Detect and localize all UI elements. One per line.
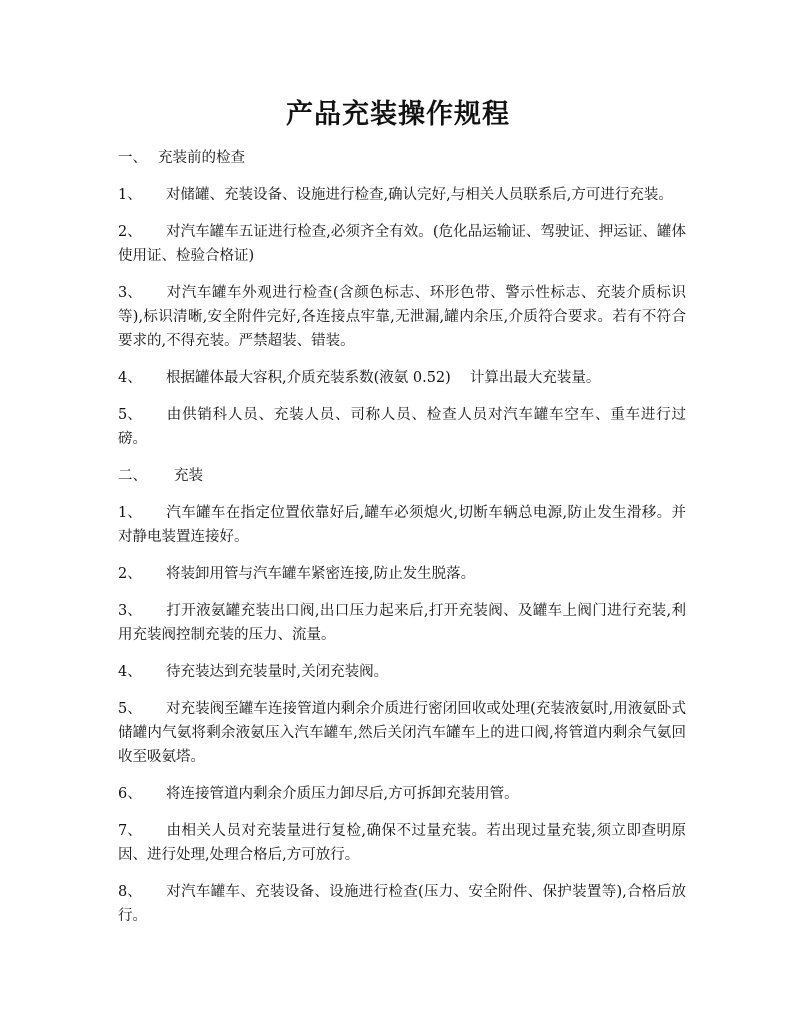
section-heading: [118, 146, 686, 170]
item-number: 5、: [118, 407, 142, 423]
list-item: [118, 220, 686, 268]
list-item: [118, 403, 686, 451]
list-item: [118, 660, 686, 684]
list-item: [118, 819, 686, 867]
list-item: [118, 599, 686, 647]
list-item: [118, 183, 686, 207]
item-text: 对汽车罐车、充装设备、设施进行检查(压力、安全附件、保护装置等),合格后放行。: [118, 884, 686, 924]
item-number: 2、: [118, 224, 142, 240]
item-number: 3、: [118, 285, 142, 301]
item-text: 打开液氨罐充装出口阀,出口压力起来后,打开充装阀、及罐车上阀门进行充装,利用充装阀控制充装的压力、流量。: [118, 603, 686, 643]
item-text: 汽车罐车在指定位置依靠好后,罐车必须熄火,切断车辆总电源,防止发生滑移。并对静电装置连接好。: [118, 505, 686, 545]
list-item: [118, 281, 686, 353]
item-text: 由相关人员对充装量进行复检,确保不过量充装。若出现过量充装,须立即查明原因、进行处理,处理合格后,方可放行。: [118, 823, 686, 863]
item-number: 8、: [118, 884, 142, 900]
list-item: [118, 782, 686, 806]
item-number: 4、: [118, 664, 142, 680]
section-title: 充装: [174, 468, 203, 484]
list-item: [118, 562, 686, 586]
item-number: 1、: [118, 505, 142, 521]
item-number: 4、: [118, 370, 142, 386]
section-number: 一、: [118, 150, 147, 166]
list-item: [118, 697, 686, 769]
item-text: 对充装阀至罐车连接管道内剩余介质进行密闭回收或处理(充装液氨时,用液氨卧式储罐内气氨将剩余液氨压入汽车罐车,然后关闭汽车罐车上的进口阀,将管道内剩余气氨回收至吸氨塔。: [118, 701, 686, 765]
item-text: 待充装达到充装量时,关闭充装阀。: [166, 664, 389, 680]
item-text: 根据罐体最大容积,介质充装系数(液氨 0.52) 计算出最大充装量。: [166, 370, 601, 386]
item-text: 对汽车罐车五证进行检查,必须齐全有效。(危化品运输证、驾驶证、押运证、罐体使用证、检验合格证): [118, 224, 686, 264]
section-title: 充装前的检查: [158, 150, 245, 166]
item-number: 6、: [118, 786, 142, 802]
item-text: 对汽车罐车外观进行检查(含颜色标志、环形色带、警示性标志、充装介质标识等),标识清晰,安全附件完好,各连接点牢靠,无泄漏,罐内余压,介质符合要求。若有不符合要求的,不得充装。严禁超装、错装。: [118, 285, 686, 349]
item-text: 将装卸用管与汽车罐车紧密连接,防止发生脱落。: [166, 566, 476, 582]
section-heading: [118, 464, 686, 488]
document-title: 产品充装操作规程: [286, 99, 510, 130]
item-number: 5、: [118, 701, 142, 717]
item-text: 由供销科人员、充装人员、司称人员、检查人员对汽车罐车空车、重车进行过磅。: [118, 407, 686, 447]
item-number: 1、: [118, 187, 142, 203]
list-item: [118, 366, 686, 390]
item-number: 7、: [118, 823, 142, 839]
item-text: 对储罐、充装设备、设施进行检查,确认完好,与相关人员联系后,方可进行充装。: [166, 187, 673, 203]
item-number: 2、: [118, 566, 142, 582]
list-item: [118, 501, 686, 549]
section-number: 二、: [118, 468, 147, 484]
document-body: [118, 146, 686, 941]
item-number: 3、: [118, 603, 142, 619]
item-text: 将连接管道内剩余介质压力卸尽后,方可拆卸充装用管。: [166, 786, 519, 802]
list-item: [118, 880, 686, 928]
